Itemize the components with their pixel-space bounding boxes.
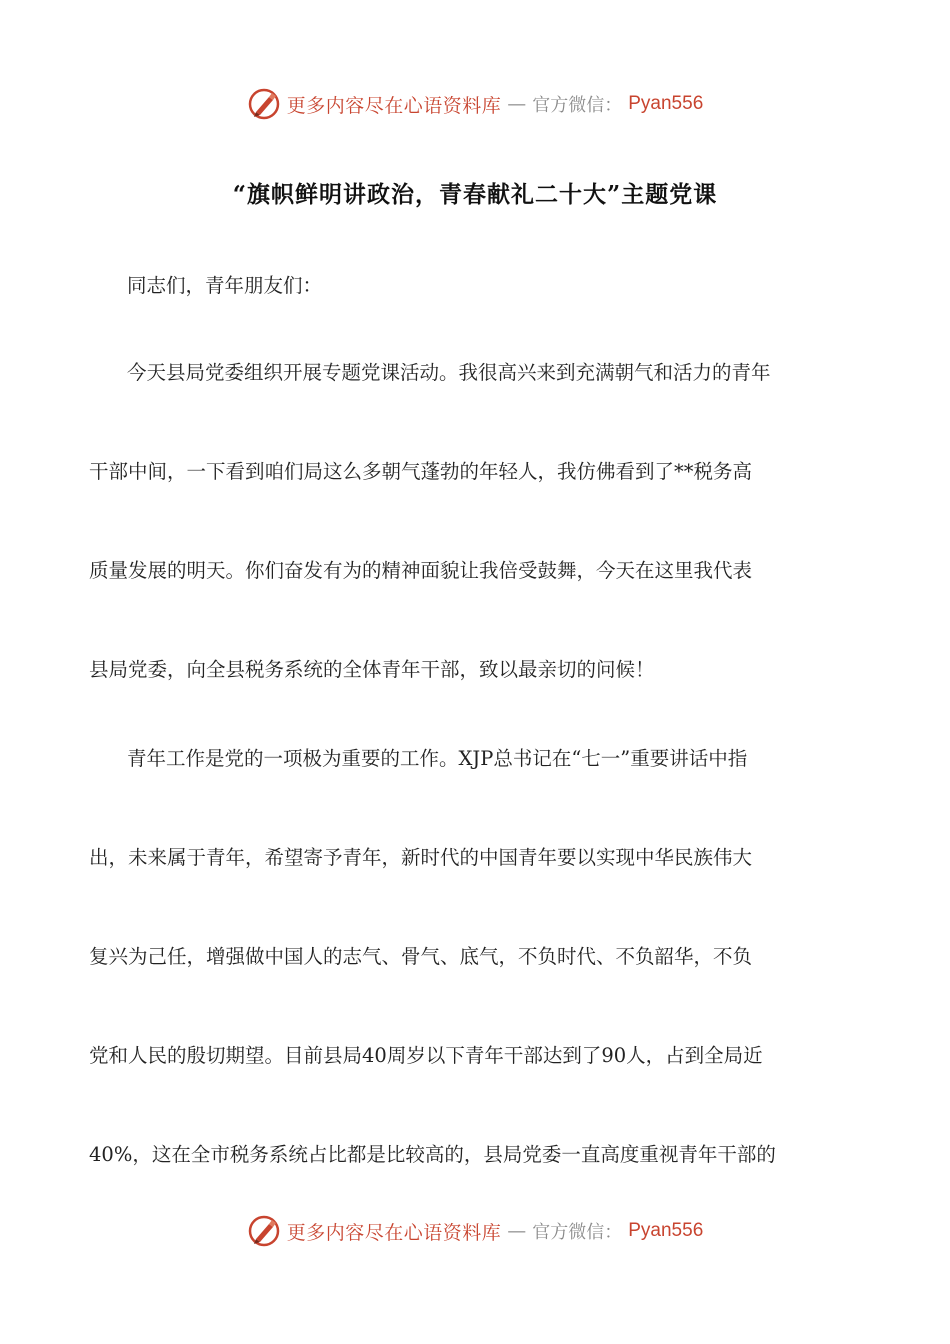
watermark-dash: — <box>507 1220 527 1242</box>
paragraph-line: 出，未来属于青年，希望寄予青年，新时代的中国青年要以实现中华民族伟大 <box>89 846 753 869</box>
pen-logo-icon <box>247 87 281 121</box>
watermark-wechat-id: Pyan556 <box>628 93 704 114</box>
paragraph-line: 干部中间，一下看到咱们局这么多朝气蓬勃的年轻人，我仿佛看到了**税务高 <box>89 460 753 483</box>
watermark-wechat-label: 官方微信： <box>532 95 623 116</box>
paragraph-line: 质量发展的明天。你们奋发有为的精神面貌让我倍受鼓舞，今天在这里我代表 <box>89 559 753 582</box>
salutation-line: 同志们，青年朋友们： <box>127 274 323 297</box>
paragraph-line: 党和人民的殷切期望。目前县局40周岁以下青年干部达到了90人，占到全局近 <box>89 1044 763 1067</box>
paragraph-line: 青年工作是党的一项极为重要的工作。XJP总书记在“七一”重要讲话中指 <box>127 747 748 770</box>
watermark-wechat-label: 官方微信： <box>532 1222 623 1243</box>
watermark-site-name: 更多内容尽在心语资料库 <box>286 1221 502 1244</box>
watermark-header <box>0 84 950 124</box>
watermark-site-name: 更多内容尽在心语资料库 <box>286 94 502 117</box>
watermark-footer <box>0 1211 950 1251</box>
paragraph-line: 县局党委，向全县税务系统的全体青年干部，致以最亲切的问候！ <box>89 658 655 681</box>
paragraph-line: 复兴为己任，增强做中国人的志气、骨气、底气，不负时代、不负韶华，不负 <box>89 945 753 968</box>
watermark-dash: — <box>507 93 527 115</box>
watermark-wechat-id: Pyan556 <box>628 1220 704 1241</box>
pen-logo-icon <box>247 1214 281 1248</box>
paragraph-line: 今天县局党委组织开展专题党课活动。我很高兴来到充满朝气和活力的青年 <box>127 361 771 384</box>
paragraph-line: 40%，这在全市税务系统占比都是比较高的，县局党委一直高度重视青年干部的 <box>89 1143 776 1166</box>
document-title: “旗帜鲜明讲政治，青春献礼二十大”主题党课 <box>232 181 718 208</box>
